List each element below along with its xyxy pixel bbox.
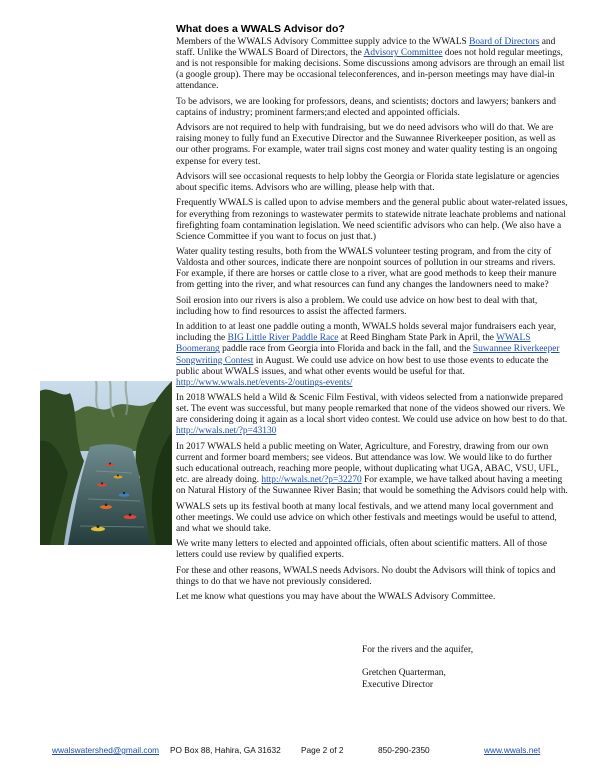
text-span: For example, we have talked about having a meeting on Natural History of the Suwannee River Basin; that would be something the Advisors could help with. — [176, 475, 568, 497]
paragraph-soil-erosion: Soil erosion into our rivers is also a problem. We could use advice on how best to deal with that, including how to find resources to assist the affected farmers. — [176, 295, 538, 317]
paragraph-letters: We write many letters to elected and appointed officials, often about scientific matters. All of those letters could use review by qualified experts. — [176, 539, 548, 561]
text-span: In addition to at least one paddle outing a month, WWALS holds several major fundraisers each year, including the — [176, 322, 557, 344]
advisory-committee-link[interactable]: Advisory Committee — [363, 48, 443, 59]
text-span: In 2018 WWALS held a Wild & Scenic Film Festival, with videos selected from a nationwide prepared set. The event was successful, but many people remarked that none of the videos showed our rivers. We are considering doing it again as a local short video contest. We could use advice on how best to do that. — [176, 393, 568, 426]
paragraph-film-festival — [176, 393, 569, 437]
paragraph-fundraisers — [176, 322, 569, 389]
signer-name: Gretchen Quarterman, — [362, 668, 446, 678]
boomerang-link[interactable]: WWALS Boomerang — [176, 333, 531, 355]
section-heading: What does a WWALS Advisor do? — [176, 23, 345, 35]
outings-events-link[interactable]: http://www.wwals.net/events-2/outings-events/ — [176, 377, 353, 388]
paddle-race-link[interactable]: BIG Little River Paddle Race — [227, 333, 339, 344]
footer-phone: 850-290-2350 — [378, 745, 430, 755]
paragraph-board — [176, 37, 569, 92]
paragraph-looking-for: To be advisors, we are looking for professors, deans, and scientists; doctors and lawyers; bankers and captains of industry; prominent farmers;and elected and appointed officials. — [176, 96, 556, 118]
paragraph-fundraising: Advisors are not required to help with fundraising, but we do need advisors who will do that. We are raising money to fully fund an Executive Director and the Suwannee Riverkeeper position, as well as our other programs. For example, water trail signs cost money and water quality testing is an ongoing expense for every test. — [176, 123, 558, 167]
page-footer — [0, 745, 600, 759]
river-photo-illustration — [40, 381, 172, 545]
paragraph-lobbying: Advisors will see occasional requests to help lobby the Georgia or Florida state legislature or agencies about specific items. Advisors who are willing, please help with that. — [176, 171, 560, 194]
paragraph-water-quality: Water quality testing results, both from the WWALS volunteer testing program, and from the city of Valdosta and other sources, indicate there are nonpoint sources of pollution in our streams and rivers. For example, if there are horses or cattle close to a river, what are good methods to keep their manure from getting into the river, and what resources can fund any changes the landowners need to make? — [176, 247, 557, 291]
body-text — [176, 37, 569, 607]
footer-email-link[interactable]: wwalswatershed@gmail.com — [52, 745, 160, 755]
text-span: paddle race from Georgia into Florida and back in the fall, and the — [219, 344, 473, 355]
signer-title: Executive Director — [362, 679, 434, 690]
board-of-directors-link[interactable]: Board of Directors — [469, 37, 540, 47]
text-span: does not hold regular meetings, and is not responsible for making decisions. Some discussions among advisors are through an email list (a google group). There may be occasional teleconferences, and in-person meetings may have dial-in attendance. — [176, 48, 565, 92]
text-span: In 2017 WWALS held a public meeting on Water, Agriculture, and Forestry, drawing from our own current and former board members; see videos. But attendance was low. We would like to do further such educational outreach, reaching more people, without duplicating what UGA, ABAC, VSU, UFL, etc. are already doing. — [176, 441, 559, 486]
footer-page-number: Page 2 of 2 — [301, 745, 344, 755]
paragraph-festival-booth: WWALS sets up its festival booth at many local festivals, and we attend many local government and other meetings. We could use advice on which other festivals and meetings would be useful to attend, and what we should take. — [176, 501, 557, 534]
text-span: and staff. Unlike the WWALS Board of Directors, the — [176, 37, 556, 59]
paragraph-questions: Let me know what questions you may have about the WWALS Advisory Committee. — [176, 592, 496, 603]
river-paddling-photo — [40, 381, 172, 545]
paragraph-advise-public: Frequently WWALS is called upon to advise members and the general public about water-related issues, for everything from rezonings to wastewater permits to statewide nitrate leachate problems and national firefighting foam contamination legislation. We need scientific advisors who can help. (We also have a Science Committee if you want to focus on just that.) — [176, 198, 568, 242]
text-span: at Reed Bingham State Park in April, the — [338, 333, 497, 344]
public-meeting-link[interactable]: http://wwals.net/?p=32270 — [261, 475, 362, 486]
signature-block — [362, 645, 582, 691]
closing-line: For the rivers and the aquifer, — [362, 645, 474, 655]
paragraph-needs-advisors: For these and other reasons, WWALS needs Advisors. No doubt the Advisors will think of topics and things to do that we have not previously considered. — [176, 565, 556, 587]
text-span: Members of the WWALS Advisory Committee supply advice to the WWALS — [176, 37, 470, 47]
footer-address: PO Box 88, Hahira, GA 31632 — [170, 745, 281, 755]
film-festival-link[interactable]: http://wwals.net/?p=43130 — [176, 426, 277, 437]
paragraph-public-meeting — [176, 442, 569, 497]
songwriting-contest-link[interactable]: Suwannee Riverkeeper Songwriting Contest — [176, 344, 560, 366]
footer-website-link[interactable]: www.wwals.net — [484, 745, 541, 755]
text-span: in August. We could use advice on how best to use those events to educate the public about WWALS issues, and what other events would be useful for that. — [176, 355, 549, 377]
